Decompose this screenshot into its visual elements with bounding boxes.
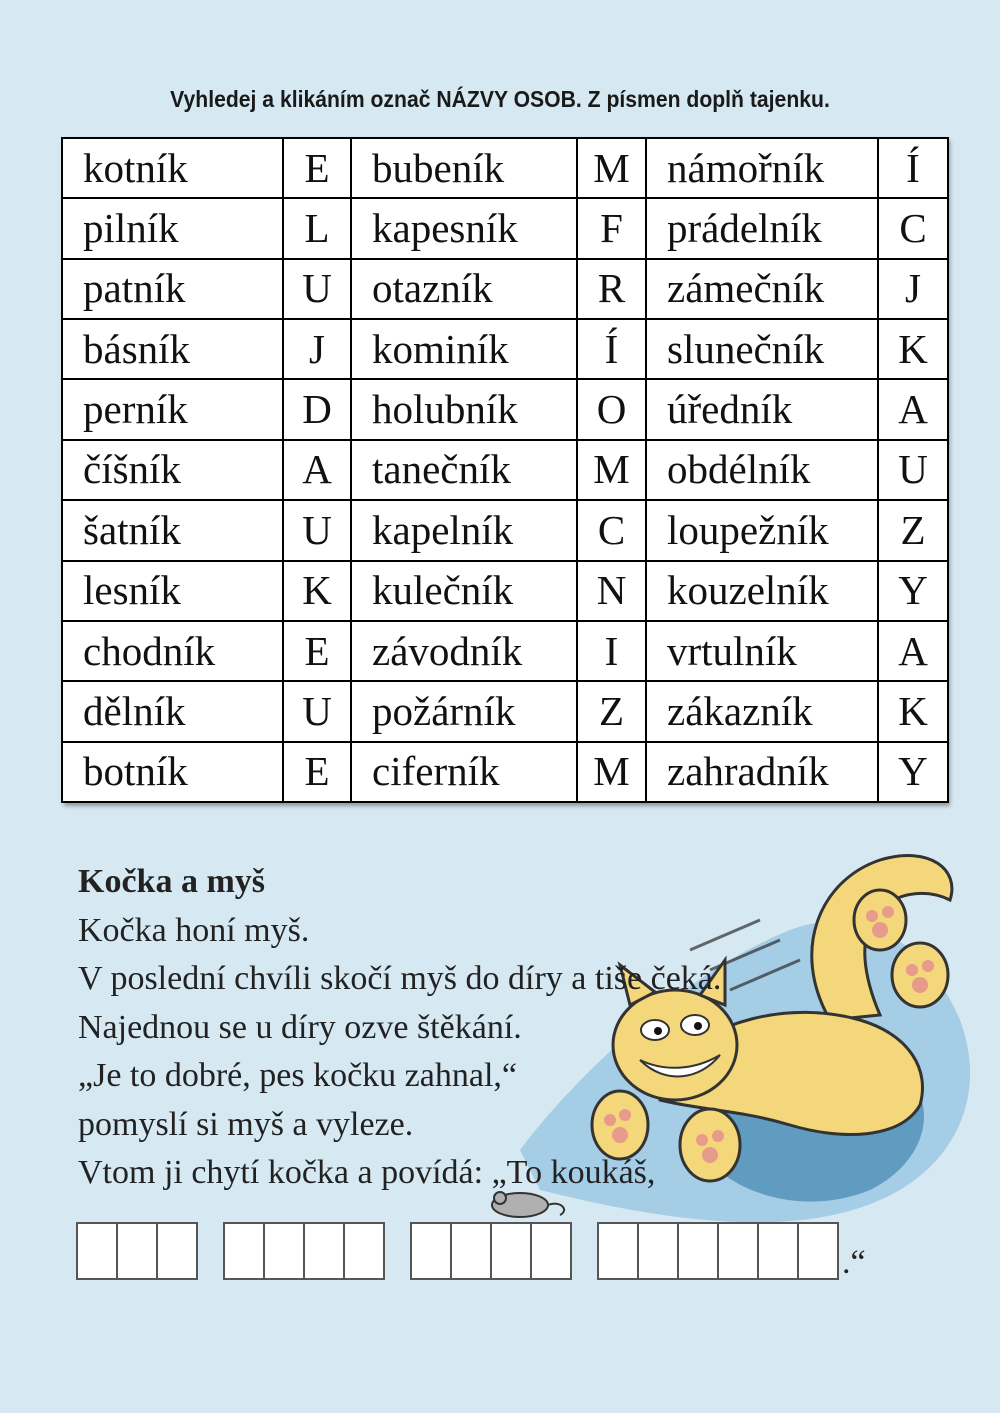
word-cell[interactable]: botník [62, 742, 283, 802]
instruction-text: Vyhledej a klikáním označ NÁZVY OSOB. Z písmen doplň tajenku. [170, 86, 830, 112]
letter-cell[interactable]: Z [878, 500, 948, 560]
answer-letter-box[interactable] [637, 1222, 679, 1280]
word-cell[interactable]: slunečník [646, 319, 878, 379]
table-row [62, 621, 948, 681]
word-cell[interactable]: bubeník [351, 138, 577, 198]
letter-cell[interactable]: J [878, 259, 948, 319]
letter-cell[interactable]: D [283, 379, 351, 439]
answer-word-group [597, 1222, 837, 1280]
story-line: Najednou se u díry ozve štěkání. [78, 1008, 522, 1046]
answer-word-group [410, 1222, 570, 1280]
answer-letter-box[interactable] [76, 1222, 118, 1280]
letter-cell[interactable]: R [577, 259, 646, 319]
letter-cell[interactable]: F [577, 198, 646, 258]
word-cell[interactable]: patník [62, 259, 283, 319]
letter-cell[interactable]: I [577, 621, 646, 681]
answer-letter-box[interactable] [597, 1222, 639, 1280]
letter-cell[interactable]: A [283, 440, 351, 500]
letter-cell[interactable]: K [878, 681, 948, 741]
word-cell[interactable]: dělník [62, 681, 283, 741]
story-line: Vtom ji chytí kočka a povídá: „To koukáš, [78, 1154, 656, 1191]
word-cell[interactable]: kouzelník [646, 561, 878, 621]
table-row [62, 500, 948, 560]
word-grid [61, 137, 947, 803]
table-row [62, 379, 948, 439]
word-cell[interactable]: kapelník [351, 500, 577, 560]
closing-quote: .“ [842, 1244, 866, 1281]
word-cell[interactable]: zahradník [646, 742, 878, 802]
letter-cell[interactable]: C [878, 198, 948, 258]
word-cell[interactable]: kotník [62, 138, 283, 198]
answer-letter-box[interactable] [717, 1222, 759, 1280]
answer-word-group [76, 1222, 196, 1280]
story-line: V poslední chvíli skočí myš do díry a tiše čeká. [78, 960, 722, 997]
word-cell[interactable]: chodník [62, 621, 283, 681]
word-table [61, 137, 949, 803]
letter-cell[interactable]: M [577, 440, 646, 500]
story-title: Kočka a myš [78, 863, 265, 900]
letter-cell[interactable]: E [283, 138, 351, 198]
word-cell[interactable]: zámečník [646, 259, 878, 319]
table-row [62, 742, 948, 802]
word-cell[interactable]: pilník [62, 198, 283, 258]
letter-cell[interactable]: U [283, 259, 351, 319]
table-row [62, 259, 948, 319]
word-cell[interactable]: otazník [351, 259, 577, 319]
answer-letter-box[interactable] [263, 1222, 305, 1280]
answer-letter-box[interactable] [677, 1222, 719, 1280]
letter-cell[interactable]: K [878, 319, 948, 379]
word-cell[interactable]: námořník [646, 138, 878, 198]
answer-letter-box[interactable] [530, 1222, 572, 1280]
story-line: „Je to dobré, pes kočku zahnal,“ [78, 1057, 517, 1094]
answer-letter-box[interactable] [757, 1222, 799, 1280]
letter-cell[interactable]: E [283, 621, 351, 681]
word-cell[interactable]: loupežník [646, 500, 878, 560]
word-cell[interactable]: obdélník [646, 440, 878, 500]
letter-cell[interactable]: J [283, 319, 351, 379]
answer-letter-box[interactable] [116, 1222, 158, 1280]
answer-letter-box[interactable] [223, 1222, 265, 1280]
letter-cell[interactable]: E [283, 742, 351, 802]
table-row [62, 561, 948, 621]
word-cell[interactable]: závodník [351, 621, 577, 681]
letter-cell[interactable]: N [577, 561, 646, 621]
word-cell[interactable]: šatník [62, 500, 283, 560]
word-cell[interactable]: požárník [351, 681, 577, 741]
letter-cell[interactable]: Í [878, 138, 948, 198]
letter-cell[interactable]: A [878, 621, 948, 681]
answer-letter-box[interactable] [156, 1222, 198, 1280]
word-cell[interactable]: kapesník [351, 198, 577, 258]
letter-cell[interactable]: Y [878, 742, 948, 802]
letter-cell[interactable]: U [283, 681, 351, 741]
table-row [62, 319, 948, 379]
story-line: pomyslí si myš a vyleze. [78, 1105, 414, 1143]
word-cell[interactable]: zákazník [646, 681, 878, 741]
answer-letter-box[interactable] [490, 1222, 532, 1280]
word-cell[interactable]: ciferník [351, 742, 577, 802]
word-cell[interactable]: holubník [351, 379, 577, 439]
answer-letter-box[interactable] [303, 1222, 345, 1280]
story-block [78, 858, 721, 1198]
table-row [62, 138, 948, 198]
answer-word-group [223, 1222, 383, 1280]
letter-cell[interactable]: K [283, 561, 351, 621]
letter-cell[interactable]: A [878, 379, 948, 439]
letter-cell[interactable]: U [878, 440, 948, 500]
word-cell[interactable]: tanečník [351, 440, 577, 500]
answer-boxes [76, 1222, 866, 1280]
letter-cell[interactable]: U [283, 500, 351, 560]
word-cell[interactable]: kominík [351, 319, 577, 379]
word-cell[interactable]: číšník [62, 440, 283, 500]
word-cell[interactable]: kulečník [351, 561, 577, 621]
word-cell[interactable]: úředník [646, 379, 878, 439]
word-cell[interactable]: vrtulník [646, 621, 878, 681]
story-line: Kočka honí myš. [78, 911, 310, 949]
word-cell[interactable]: lesník [62, 561, 283, 621]
letter-cell[interactable]: Z [577, 681, 646, 741]
letter-cell[interactable]: Í [577, 319, 646, 379]
answer-letter-box[interactable] [410, 1222, 452, 1280]
word-cell[interactable]: prádelník [646, 198, 878, 258]
letter-cell[interactable]: O [577, 379, 646, 439]
answer-letter-box[interactable] [797, 1222, 839, 1280]
letter-cell[interactable]: Y [878, 561, 948, 621]
letter-cell[interactable]: L [283, 198, 351, 258]
table-row [62, 440, 948, 500]
letter-cell[interactable]: M [577, 138, 646, 198]
answer-letter-box[interactable] [343, 1222, 385, 1280]
word-cell[interactable]: perník [62, 379, 283, 439]
word-cell[interactable]: básník [62, 319, 283, 379]
letter-cell[interactable]: M [577, 742, 646, 802]
table-row [62, 681, 948, 741]
letter-cell[interactable]: C [577, 500, 646, 560]
answer-letter-box[interactable] [450, 1222, 492, 1280]
table-row [62, 198, 948, 258]
